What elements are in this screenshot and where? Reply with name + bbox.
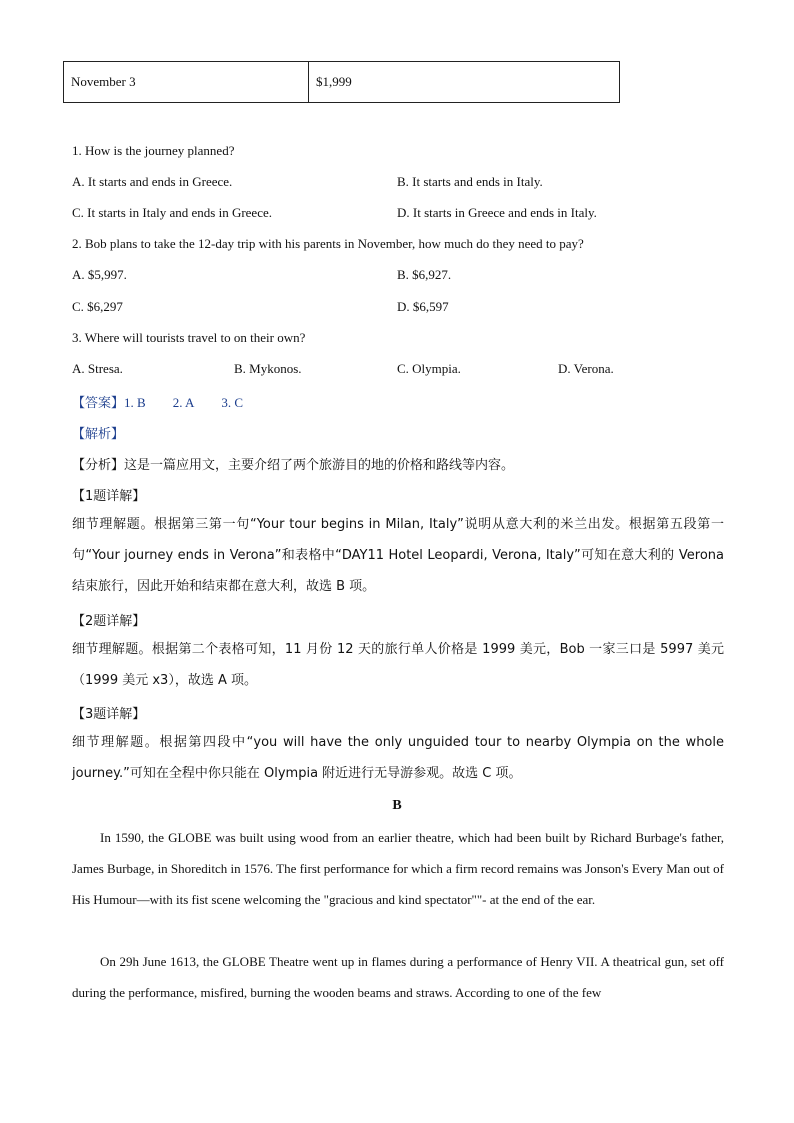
answer-item-2: 2. A (172, 395, 195, 410)
table-cell-price: $1,999 (309, 62, 620, 103)
question-1-option-d: D. It starts in Greece and ends in Italy. (397, 205, 597, 220)
question-2-option-d: D. $6,597 (397, 299, 449, 314)
detail-1-tag: 【1题详解】 (72, 489, 146, 504)
analysis-summary (72, 454, 514, 473)
question-3-stem: 3. Where will tourists travel to on their own? (72, 330, 306, 345)
question-1-stem: 1. How is the journey planned? (72, 143, 235, 158)
question-2-option-b: B. $6,927. (397, 267, 452, 282)
question-3-option-c: C. Olympia. (397, 361, 461, 376)
detail-3-tag: 【3题详解】 (72, 707, 146, 722)
table-cell-date: November 3 (64, 62, 309, 103)
detail-2-tag: 【2题详解】 (72, 614, 146, 629)
question-2-option-c: C. $6,297 (72, 299, 123, 314)
question-1-option-c: C. It starts in Italy and ends in Greece. (72, 205, 272, 220)
question-2-option-a: A. $5,997. (72, 267, 127, 282)
analysis-tag: 【解析】 (72, 427, 125, 442)
table-row (64, 62, 620, 103)
section-heading: B (392, 798, 402, 813)
question-3-option-a: A. Stresa. (72, 361, 123, 376)
question-2-stem: 2. Bob plans to take the 12-day trip with his parents in November, how much do they need to pay? (72, 236, 584, 251)
question-3-option-b: B. Mykonos. (234, 361, 302, 376)
detail-3-text: 细节理解题。根据第四段中“you will have the only unguided tour to nearby Olympia on the whole journey.”可知在全程中你只能在 Olympia 附近进行无导游参观。故选 C 项。 (72, 735, 724, 781)
passage-paragraph-1: In 1590, the GLOBE was built using wood from an earlier theatre, which had been built by Richard Burbage's father, James Burbage, in Shoreditch in 1576. The first performance for which a firm record remains was Jonson's Every Man out of His Humour—with its fist scene welcoming the "gracious and kind spectator""- at the end of the ear. (72, 830, 724, 907)
answer-item-3: 3. C (221, 395, 244, 410)
answer-item-1: 1. B (124, 395, 146, 410)
question-1-option-b: B. It starts and ends in Italy. (397, 174, 543, 189)
question-1-option-a: A. It starts and ends in Greece. (72, 174, 233, 189)
question-3-option-d: D. Verona. (558, 361, 614, 376)
answer-tag: 【答案】 (72, 396, 125, 411)
price-table (63, 61, 620, 103)
passage-paragraph-2: On 29h June 1613, the GLOBE Theatre went up in flames during a performance of Henry VII. A theatrical gun, set off during the performance, misfired, burning the wooden beams and straws. According to one of the few (72, 954, 724, 1000)
answer-line (72, 392, 243, 411)
analysis-summary-text: 这是一篇应用文，主要介绍了两个旅游目的地的价格和路线等内容。 (124, 458, 515, 473)
detail-2-text: 细节理解题。根据第二个表格可知，11 月份 12 天的旅行单人价格是 1999 美元，Bob 一家三口是 5997 美元（1999 美元 x3），故选 A 项。 (72, 642, 724, 688)
detail-1-text: 细节理解题。根据第三第一句“Your tour begins in Milan, Italy”说明从意大利的米兰出发。根据第五段第一句“Your journey ends in Verona”和表格中“DAY11 Hotel Leopardi, Verona, Italy”可知在意大利的 Verona 结束旅行，因此开始和结束都在意大利，故选 B 项。 (72, 517, 724, 594)
analysis-summary-tag: 【分析】 (72, 458, 125, 473)
